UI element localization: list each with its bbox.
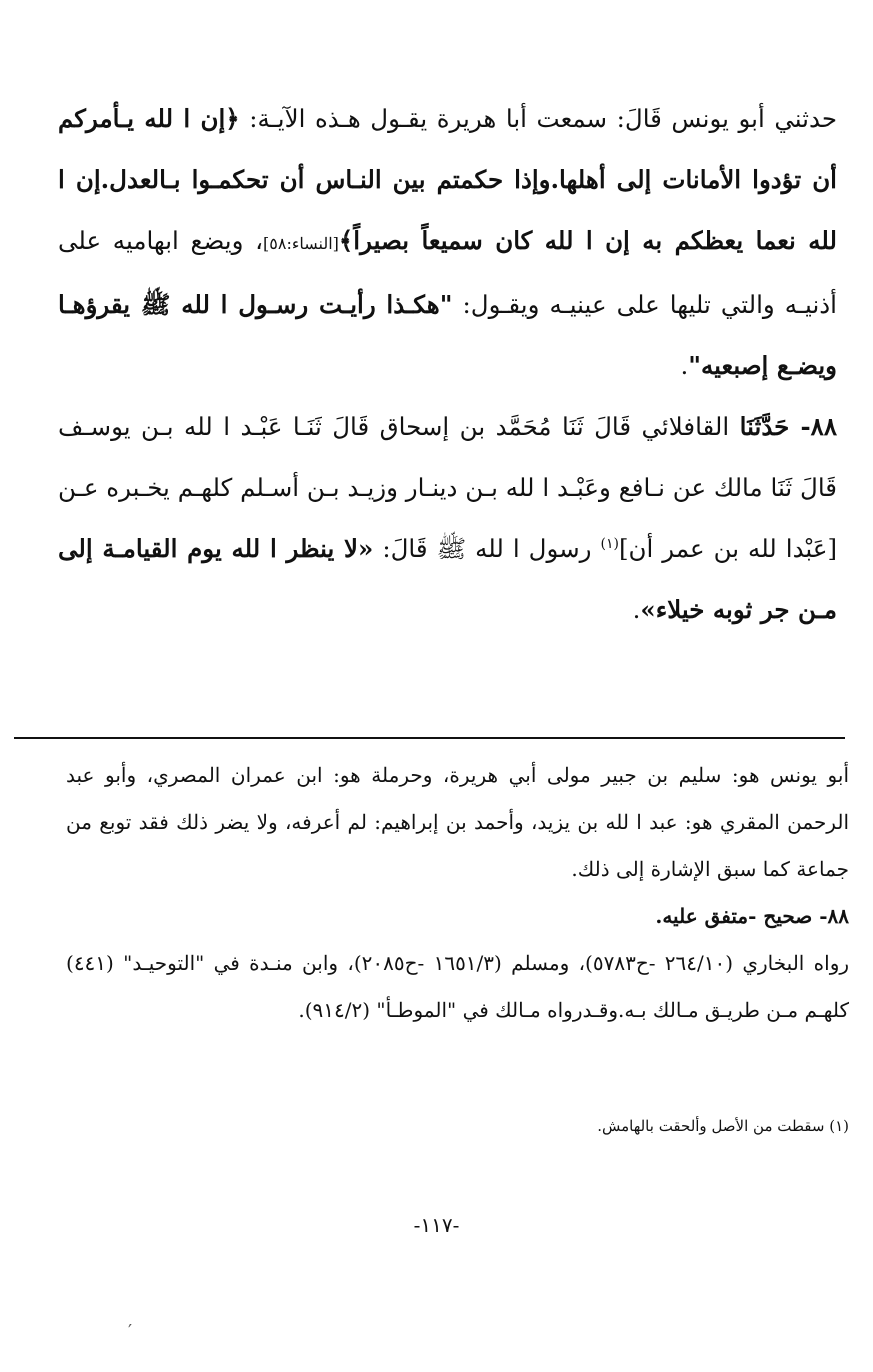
footnote-divider [14, 737, 845, 739]
paragraph2-text-part1: القافلائي قَالَ ثَنَا مُحَمَّد بن إسحاق قَالَ ثَنَـا عَبْـد ا لله بـن يوسـف قَالَ ثَنَا مالك عن نـافع وعَبْـد ا لله بـن دينـار وزيـد بـن أسـلم كلهـم يخـبره عـن [عَبْدا لله بن عمر أن] [58, 412, 838, 563]
quran-verse: ﴿إن ا لله يـأمركم أن تؤدوا الأمانات إلى أهلها.وإذا حكمتم بين النـاس أن تحكمـوا بـالعدل.إن ا لله نعما يعظكم به إن ا لله كان سميعاً بصيراً﴾ [58, 104, 837, 255]
paragraph-hadith-87: حدثني أبو يونس قَالَ: سمعت أبا هريرة يقـول هـذه الآيـة: ﴿إن ا لله يـأمركم أن تؤدوا الأمانات إلى أهلها.وإذا حكمتم بين النـاس أن تحكمـوا بـالعدل.إن ا لله نعما يعظكم به إن ا لله كان سميعاً بصيراً﴾[النساء:٥٨]، ويضع ابهاميه على أذنيـه والتي تليها على عينيـه ويقـول: "هكـذا رأيـت رسـول ا لله ﷺ يقرؤهـا ويضـع إصبعيه". [58, 104, 837, 380]
paragraph1-continuation: ، ويضع ابهاميه على أذنيـه والتي تليها على عينيـه ويقـول: [58, 226, 837, 319]
marginal-note: (١) سقطت من الأصل وألحقت بالهامش. [597, 1117, 849, 1135]
paragraph1-quote: "هكـذا رأيـت رسـول ا لله ﷺ يقرؤهـا ويضـع إصبعيه" [58, 290, 837, 380]
footnote-marker: (١) [600, 535, 619, 552]
stray-mark: ′ [128, 1321, 133, 1342]
footnotes [66, 752, 849, 1034]
footnote-narrators: أبو يونس هو: سليم بن جبير مولى أبي هريرة، وحرملة هو: ابن عمران المصري، وأبو عبد الرحمن المقري هو: عبد ا لله بن يزيد، وأحمد بن إبراهيم: لم أعرفه، ولا يضر ذلك فقد توبع من جماعة كما سبق الإشارة إلى ذلك. [66, 763, 850, 881]
paragraph2-text-part2: رسول ا لله ﷺ قَالَ: [373, 534, 601, 563]
paragraph1-intro: حدثني أبو يونس قَالَ: سمعت أبا هريرة يقـول هـذه الآيـة: [239, 104, 837, 133]
footnote-sources: رواه البخاري (٢٦٤/١٠ -ح٥٧٨٣)، ومسلم (١٦٥١/٣ -ح٢٠٨٥)، وابن منـدة في "التوحيـد" (٤٤١) كلهـم مـن طريـق مـالك بـه.وقـدرواه مـالك في "الموطـأ" (٩١٤/٢). [66, 951, 850, 1022]
footnote-ruling: ٨٨- صحيح -متفق عليه. [655, 904, 849, 928]
hadith-text: «لا ينظر ا لله يوم القيامـة إلى مـن جر ثوبه خيلاء» [58, 534, 837, 624]
page-number: -١١٧- [413, 1213, 460, 1237]
verse-reference: [النساء:٥٨] [263, 234, 339, 253]
paragraph-hadith-88: ٨٨- حَدَّثَنَا القافلائي قَالَ ثَنَا مُحَمَّد بن إسحاق قَالَ ثَنَـا عَبْـد ا لله بـن يوسـف قَالَ ثَنَا مالك عن نـافع وعَبْـد ا لله بـن دينـار وزيـد بـن أسـلم كلهـم يخـبره عـن [عَبْدا لله بن عمر أن]$^{(١)}$ رسول ا لله ﷺ قَالَ: «لا ينظر ا لله يوم القيامـة إلى مـن جر ثوبه خيلاء». [58, 412, 838, 624]
hadith-number-88: ٨٨- حَدَّثَنَا [739, 412, 837, 441]
main-text [58, 88, 837, 640]
